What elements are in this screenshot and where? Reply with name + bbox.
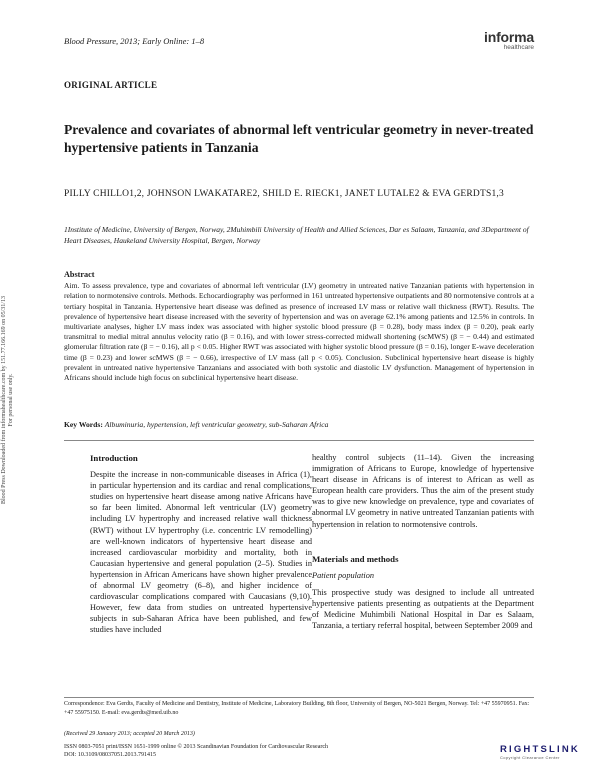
right-column bbox=[312, 452, 534, 631]
section-heading-introduction: Introduction bbox=[90, 453, 138, 463]
subsection-heading-patient-population: Patient population bbox=[312, 570, 374, 580]
received-dates: (Received 29 January 2013; accepted 20 March 2013) bbox=[64, 731, 195, 737]
keywords-label: Key Words: bbox=[64, 420, 103, 429]
article-type: ORIGINAL ARTICLE bbox=[64, 80, 158, 90]
side-note-line2: For personal use only. bbox=[8, 373, 14, 427]
issn-line: ISSN 0803-7051 print/ISSN 1651-1999 online © 2013 Scandinavian Foundation for Cardiovascular Research bbox=[64, 744, 329, 750]
section-heading-methods: Materials and methods bbox=[312, 553, 399, 564]
publisher-logo bbox=[484, 30, 534, 52]
doi-line: DOI: 10.3109/08037051.2013.791415 bbox=[64, 752, 156, 758]
side-download-note bbox=[0, 250, 16, 550]
left-column bbox=[90, 452, 312, 636]
introduction-text: Despite the increase in non-communicable diseases in Africa (1), in particular hypertension and its cardiac and renal complications, studies on hypertensive heart disease among native Africans have so far been limited. Abnormal left ventricular (LV) geometry including LV hypertrophy and increased relative wall thickness (RWT) without LV hypertrophy (i.e. concentric LV remodelling) are well-known indicators of hypertensive heart disease and increased cardiovascular morbidity and mortality, both in Caucasian hypertensive and general population (2–5). Studies in hypertension in African Americans have shown higher prevalence of abnormal LV geometry (6–8), and higher incidence of cardiovascular complications compared with Caucasians (9,10). However, few data from studies on untreated hypertensive subjects in sub-Saharan Africa have been published, and few studies have included bbox=[90, 470, 312, 635]
rightslink-logo[interactable] bbox=[500, 745, 580, 760]
abstract bbox=[64, 270, 534, 383]
publisher-subtitle: healthcare bbox=[503, 44, 534, 51]
rightslink-name: RIGHTSLINK bbox=[499, 744, 580, 755]
journal-citation: Blood Pressure, 2013; Early Online: 1–8 bbox=[64, 36, 205, 46]
keywords-divider bbox=[64, 440, 534, 441]
abstract-text: Aim. To assess prevalence, type and covariates of abnormal left ventricular (LV) geometry in untreated native Tanzanian patients with hypertension in relation to normotensive controls. Methods. Echocardiography was performed in 161 untreated hypertensive outpatients and 80 normotensive controls at a tertiary hospital in Tanzania. Hypertensive heart disease was defined as presence of increased LV mass or relative wall thickness (RWT). Results. The prevalence of hypertensive heart disease increased with the severity of hypertension and was on average 62.1% among patients and 12.5% in controls. In multivariate analyses, higher LV mass index was associated with higher systolic blood pressure (β = 0.28), body mass index (β = 0.20), peak early transmitral to medial mitral annulus velocity ratio (β = 0.16), and with lower stress-corrected midwall shortening (scMWS) (β = − 0.44) and estimated glomerular filtration rate (β = − 0.16), all p < 0.05. Higher RWT was associated with higher systolic blood pressure (β = 0.16), longer E-wave deceleration time (β = 0.23) and lower scMWS (β = − 0.66), irrespective of LV mass (all p < 0.05). Conclusion. Subclinical hypertensive heart disease is highly prevalent in untreated native hypertensive Tanzanians and associated with both systolic and diastolic LV dysfunction. Management of hypertension in Africans should include high focus on subclinical hypertensive heart disease. bbox=[64, 281, 534, 383]
publisher-name: informa bbox=[484, 29, 534, 45]
abstract-heading: Abstract bbox=[64, 270, 95, 279]
patient-population-text: This prospective study was designed to include all untreated hypertensive patients presenting as outpatients at the Department of Medicine Muhimbili National Hospital in Dar es Salaam, Tanzania, a tertiary referral hospital, between September 2009 and bbox=[312, 587, 534, 631]
author-list: PILLY CHILLO1,2, JOHNSON LWAKATARE2, SHILD E. RIECK1, JANET LUTALE2 & EVA GERDTS1,3 bbox=[64, 189, 504, 199]
article-title: Prevalence and covariates of abnormal left ventricular geometry in never-treated hypertensive patients in Tanzania bbox=[64, 122, 534, 155]
affiliations: 1Institute of Medicine, University of Bergen, Norway, 2Muhimbili University of Health and Allied Sciences, Dar es Salaam, Tanzania, and 3Department of Heart Diseases, Haukeland University Hospital, Bergen, Norway bbox=[64, 225, 529, 245]
correspondence-note: Correspondence: Eva Gerdts, Faculty of Medicine and Dentistry, Institute of Medicine, Laboratory Building, 8th floor, University of Bergen, NO-5021 Bergen, Norway. Tel: +47 55970951. Fax: +47 55975150. E-mail: eva.gerdts@med.uib.no bbox=[64, 701, 530, 716]
footer-divider bbox=[64, 697, 534, 698]
keywords bbox=[64, 420, 534, 430]
keywords-text: Albuminuria, hypertension, left ventricular geometry, sub-Saharan Africa bbox=[104, 420, 329, 429]
publication-info bbox=[64, 743, 484, 759]
rightslink-subtitle: Copyright Clearance Center bbox=[499, 755, 560, 760]
side-note-line1: Blood Press Downloaded from informahealthcare.com by 151.77.166.169 on 05/31/13 bbox=[1, 296, 7, 504]
introduction-continued-text: healthy control subjects (11–14). Given the increasing immigration of Africans to Europe, knowledge of hypertensive heart disease in Africans is of interest to African as well as European health care providers. Thus the aim of the present study was to give new knowledge on prevalence, type and covariates of abnormal LV geometry in native untreated Tanzanian patients with hypertension in relation to normotensive controls. bbox=[312, 453, 534, 529]
